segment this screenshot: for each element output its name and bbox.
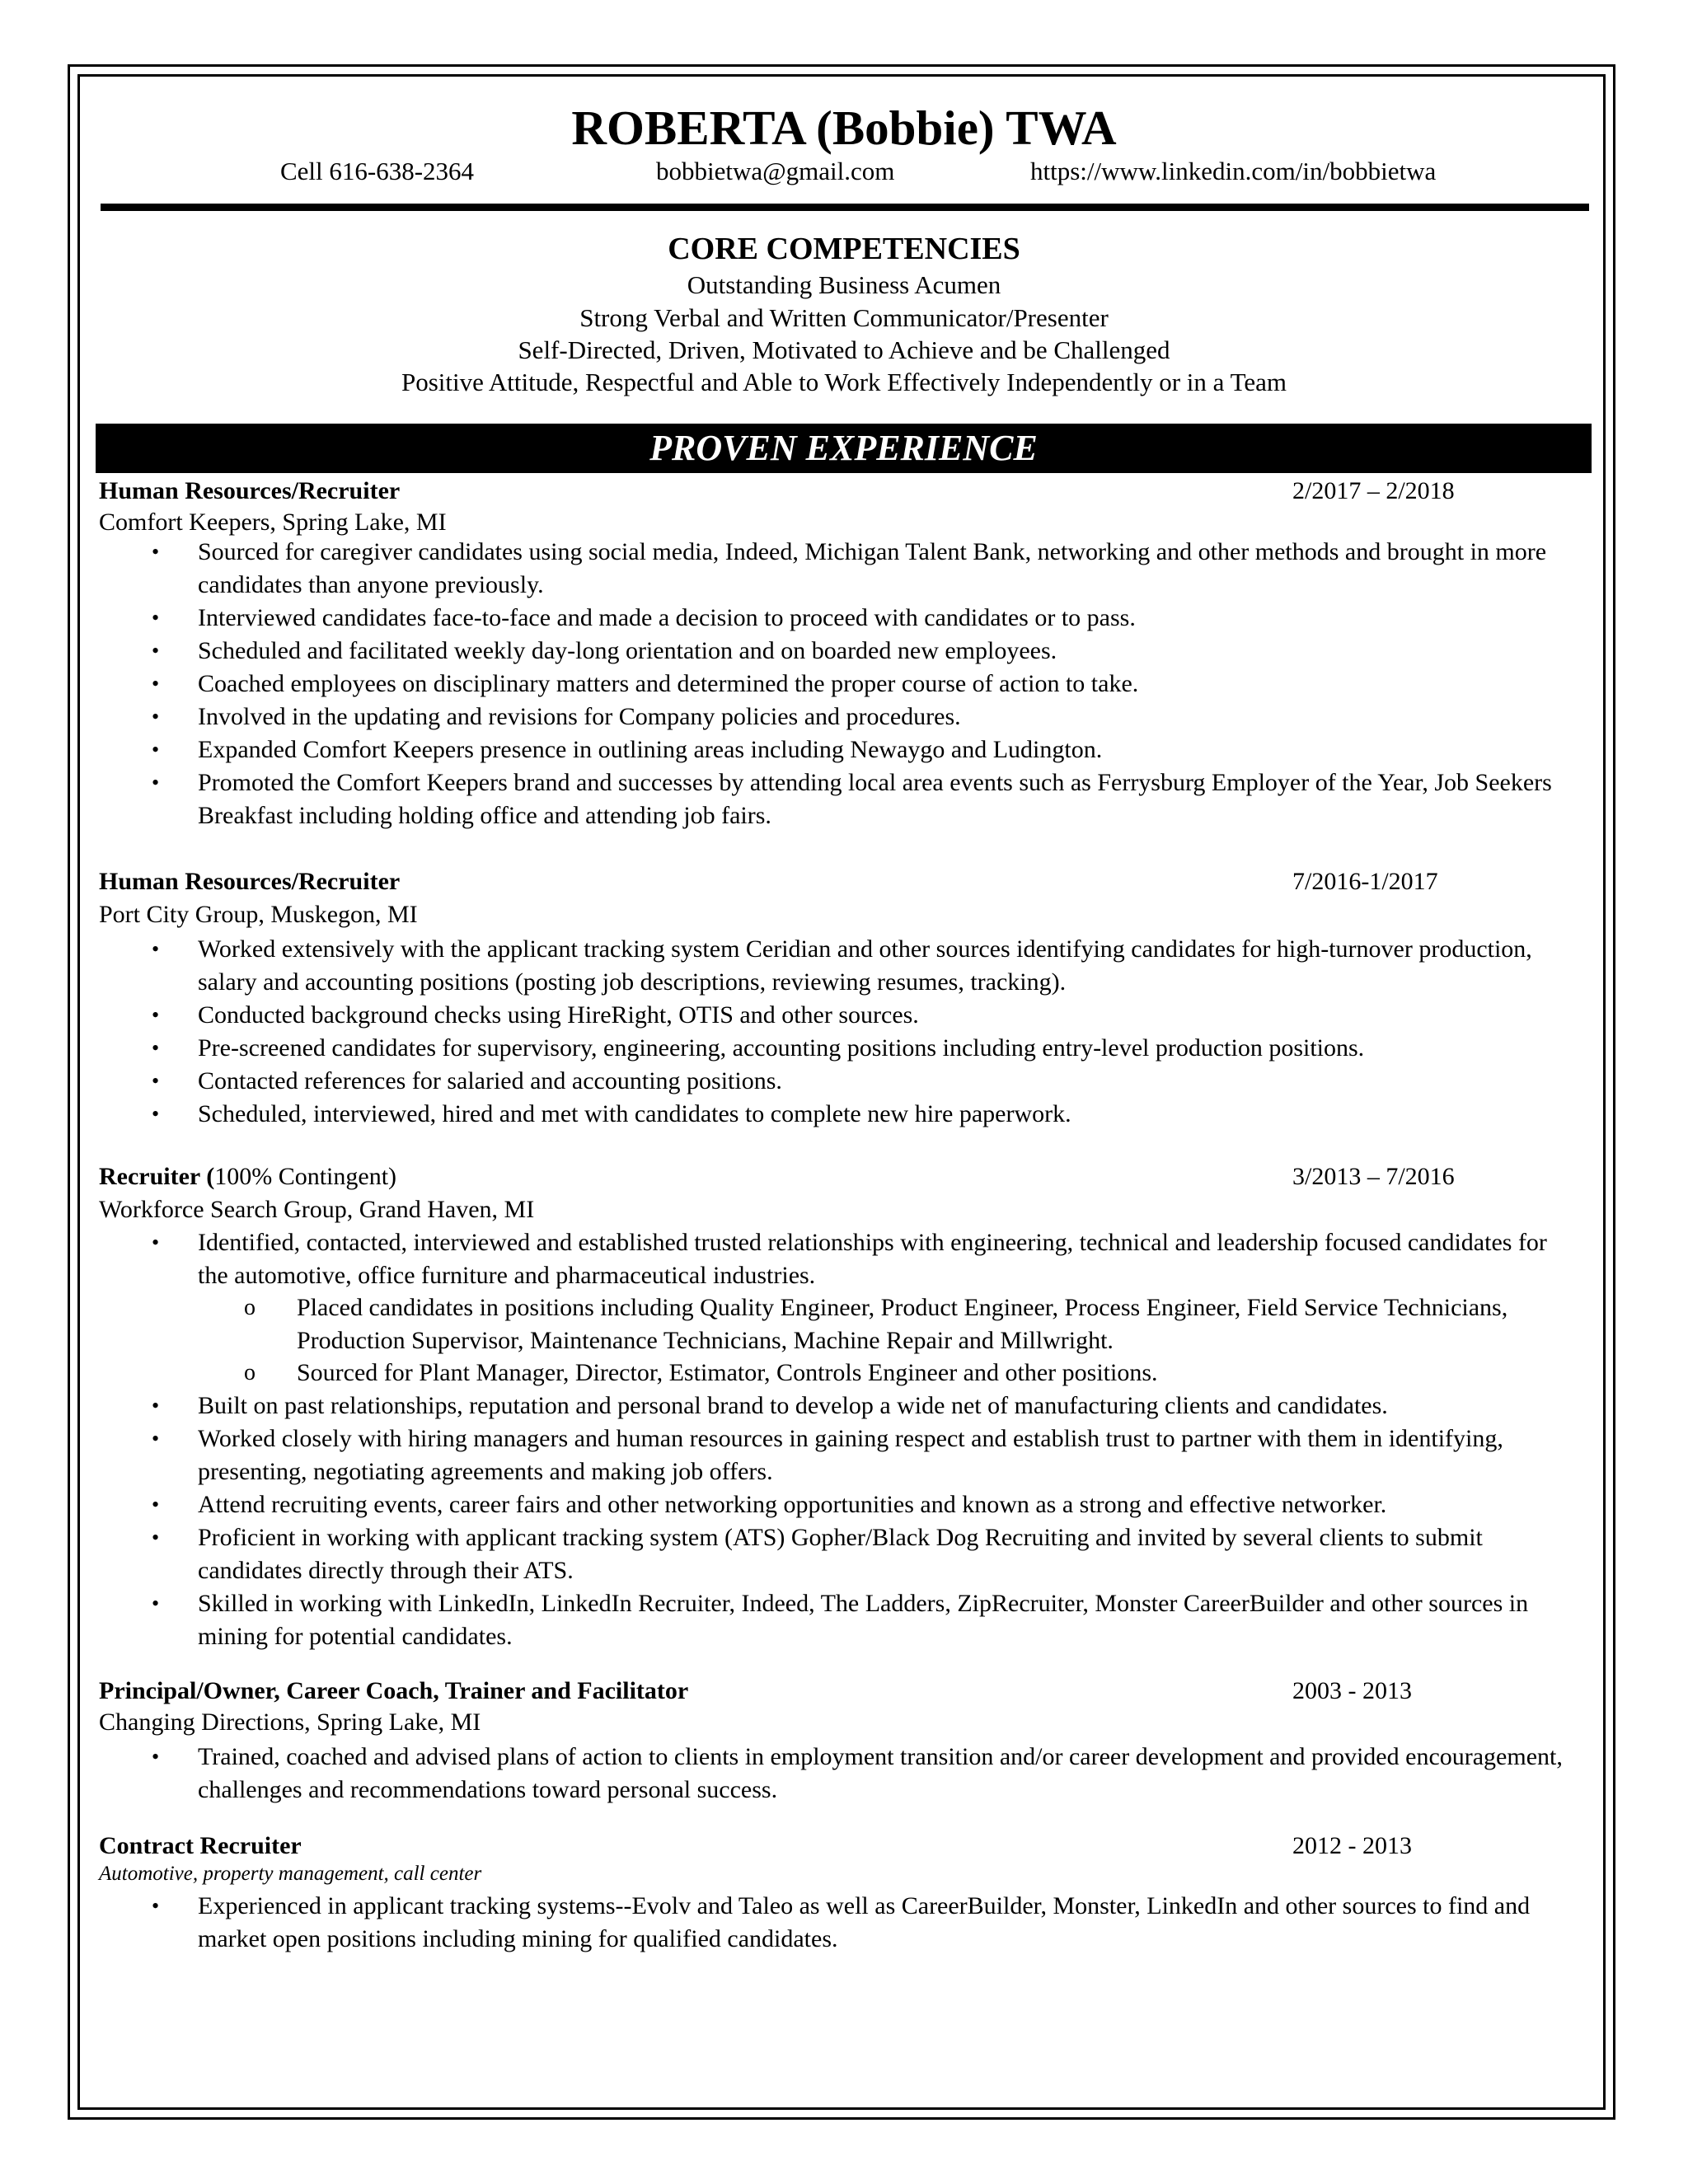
job-bullet: Skilled in working with LinkedIn, LinkedIn Recruiter, Indeed, The Ladders, ZipRecruiter, Monster CareerBuilder and other sources in mining for potential candidates. [198, 1590, 1529, 1650]
job-company: Comfort Keepers, Spring Lake, MI [99, 509, 447, 536]
job-company: Changing Directions, Spring Lake, MI [99, 1708, 481, 1736]
job-title-bold: Recruiter ( [99, 1163, 215, 1190]
job-title: Contract Recruiter [99, 1832, 302, 1859]
bullet-icon: • [152, 1427, 160, 1451]
competency-item: Strong Verbal and Written Communicator/Presenter [579, 303, 1109, 332]
job-bullet: Sourced for caregiver candidates using social media, Indeed, Michigan Talent Bank, networking and other methods and brought in more candidates than anyone previously. [198, 538, 1547, 598]
bullet-icon: • [152, 1526, 160, 1549]
job-title: Principal/Owner, Career Coach, Trainer and Facilitator [99, 1677, 689, 1704]
job-title: Human Resources/Recruiter [99, 477, 401, 504]
bullet-icon: • [152, 771, 160, 794]
bullet-icon: • [152, 1394, 160, 1418]
job-bullet: Promoted the Comfort Keepers brand and successes by attending local area events such as Ferrysburg Employer of the Year, Job Seekers Breakfast including holding office and attending job fairs. [198, 769, 1552, 829]
bullet-icon: • [152, 937, 160, 961]
bullet-icon: • [152, 540, 160, 564]
job-bullet: Conducted background checks using HireRight, OTIS and other sources. [198, 1001, 919, 1029]
job-bullet: Proficient in working with applicant tracking system (ATS) Gopher/Black Dog Recruiting and invited by several clients to submit candidates directly through their ATS. [198, 1524, 1483, 1584]
job-title-qualifier: 100% Contingent) [214, 1163, 397, 1190]
job-title [99, 1162, 396, 1192]
job-bullet: Trained, coached and advised plans of action to clients in employment transition and/or career development and provided encouragement, challenges and recommendations toward personal success. [198, 1743, 1563, 1803]
proven-experience-banner: PROVEN EXPERIENCE [96, 424, 1592, 473]
contact-cell: Cell 616-638-2364 [280, 157, 475, 185]
job-bullet: Interviewed candidates face-to-face and made a decision to proceed with candidates or to pass. [198, 604, 1136, 631]
job-title: Human Resources/Recruiter [99, 868, 401, 895]
bullet-icon: • [152, 1894, 160, 1918]
bullet-icon: • [152, 672, 160, 696]
bullet-icon: • [152, 1069, 160, 1093]
competency-item: Self-Directed, Driven, Motivated to Achieve and be Challenged [518, 335, 1170, 364]
job-company: Workforce Search Group, Grand Haven, MI [99, 1196, 535, 1223]
bullet-icon: • [152, 1036, 160, 1060]
job-bullet: Coached employees on disciplinary matters and determined the proper course of action to take. [198, 670, 1139, 697]
job-dates: 3/2013 – 7/2016 [1292, 1163, 1455, 1190]
job-bullet: Scheduled and facilitated weekly day-long orientation and on boarded new employees. [198, 637, 1057, 664]
job-dates: 2003 - 2013 [1292, 1677, 1412, 1704]
job-bullet: Pre-screened candidates for supervisory, engineering, accounting positions including entry-level production positions. [198, 1034, 1365, 1062]
job-bullet: Identified, contacted, interviewed and established trusted relationships with engineering, technical and leadership focused candidates for the automotive, office furniture and pharmaceutical industries. [198, 1229, 1547, 1289]
candidate-name: ROBERTA (Bobbie) TWA [571, 101, 1117, 155]
job-bullet: Scheduled, interviewed, hired and met with candidates to complete new hire paperwork. [198, 1100, 1071, 1127]
job-bullet: Involved in the updating and revisions for Company policies and procedures. [198, 703, 961, 730]
bullet-icon: • [152, 1003, 160, 1027]
bullet-icon: • [152, 606, 160, 630]
bullet-icon: • [152, 705, 160, 729]
job-bullet: Worked extensively with the applicant tracking system Ceridian and other sources identifying candidates for high-turnover production, salary and accounting positions (posting job descriptions, reviewing resumes, tracking). [198, 935, 1532, 996]
bullet-icon: • [152, 1745, 160, 1769]
job-sub-bullet: Sourced for Plant Manager, Director, Estimator, Controls Engineer and other positions. [297, 1359, 1158, 1386]
sub-bullet-icon: o [244, 1295, 256, 1320]
job-bullet: Worked closely with hiring managers and human resources in gaining respect and establish trust to partner with them in identifying, presenting, negotiating agreements and making job offers. [198, 1425, 1503, 1485]
core-competencies-heading: CORE COMPETENCIES [668, 232, 1020, 266]
job-bullet: Built on past relationships, reputation and personal brand to develop a wide net of manufacturing clients and candidates. [198, 1392, 1388, 1419]
job-bullet: Attend recruiting events, career fairs and other networking opportunities and known as a strong and effective networker. [198, 1491, 1387, 1518]
bullet-icon: • [152, 1493, 160, 1516]
job-dates: 2012 - 2013 [1292, 1832, 1412, 1859]
job-bullet: Experienced in applicant tracking systems--Evolv and Taleo as well as CareerBuilder, Monster, LinkedIn and other sources to find and market open positions including mining for qualified candidates. [198, 1892, 1531, 1952]
contact-linkedin[interactable]: https://www.linkedin.com/in/bobbietwa [1030, 157, 1437, 185]
job-dates: 7/2016-1/2017 [1292, 868, 1438, 895]
competency-item: Outstanding Business Acumen [687, 270, 1001, 299]
sub-bullet-icon: o [244, 1360, 256, 1385]
bullet-icon: • [152, 1591, 160, 1615]
job-sub-bullet: Placed candidates in positions including Quality Engineer, Product Engineer, Process Engineer, Field Service Technicians, Production Supervisor, Maintenance Technicians, Machine Repair and Millwright. [297, 1294, 1508, 1354]
job-company: Port City Group, Muskegon, MI [99, 901, 418, 928]
job-bullet: Expanded Comfort Keepers presence in outlining areas including Newaygo and Ludington. [198, 736, 1103, 763]
bullet-icon: • [152, 1230, 160, 1254]
job-bullet: Contacted references for salaried and accounting positions. [198, 1067, 782, 1094]
bullet-icon: • [152, 738, 160, 762]
competency-item: Positive Attitude, Respectful and Able to Work Effectively Independently or in a Team [401, 368, 1287, 396]
bullet-icon: • [152, 639, 160, 663]
bullet-icon: • [152, 1102, 160, 1126]
job-dates: 2/2017 – 2/2018 [1292, 477, 1455, 504]
contact-email[interactable]: bobbietwa@gmail.com [656, 157, 895, 185]
job-industries: Automotive, property management, call center [99, 1863, 482, 1885]
header-divider [101, 204, 1589, 211]
